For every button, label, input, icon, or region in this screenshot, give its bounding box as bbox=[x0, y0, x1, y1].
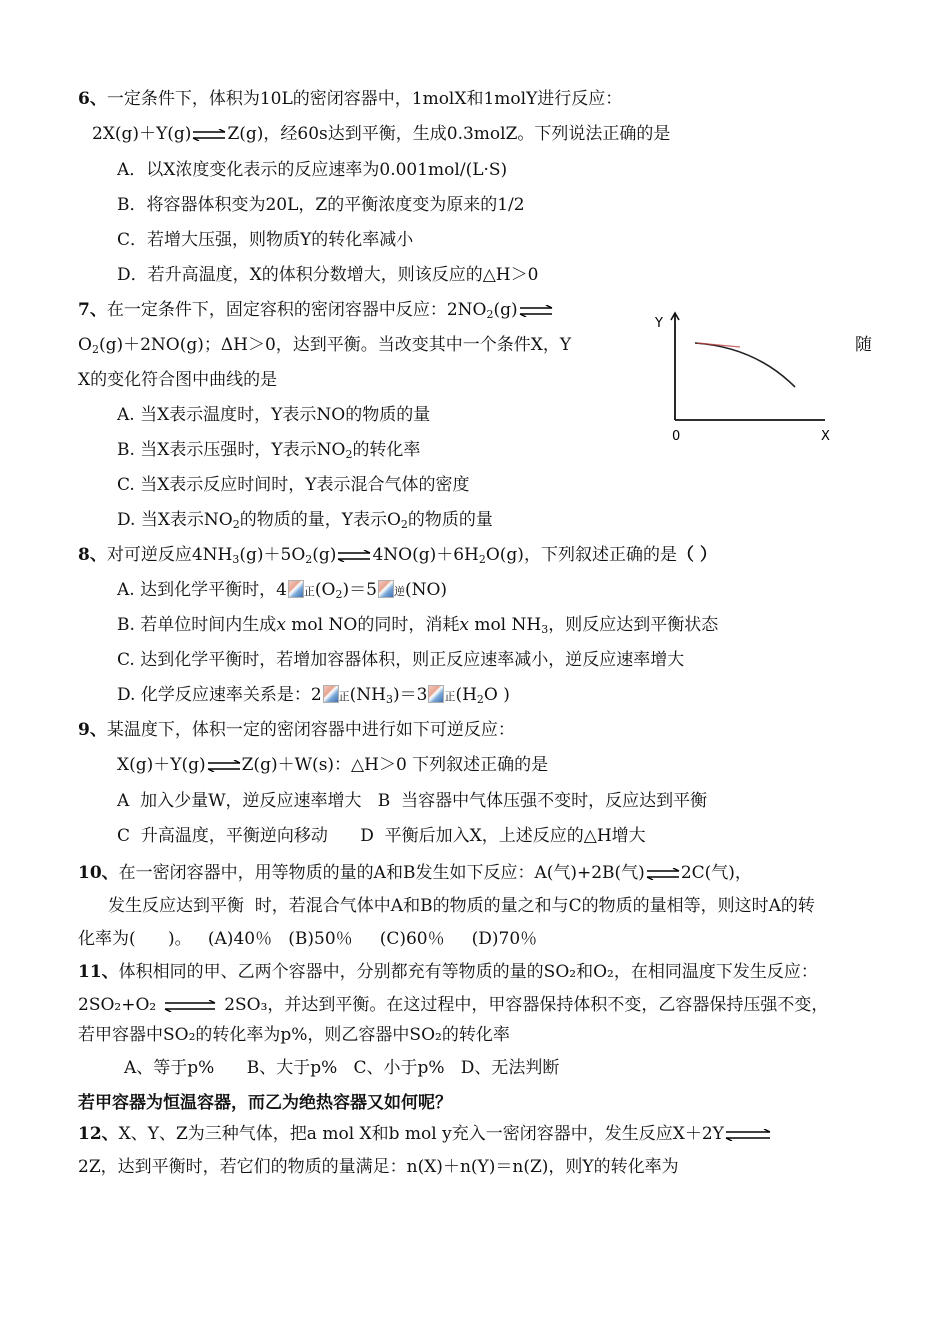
q9-options-cd: C 升高温度，平衡逆向移动 D 平衡后加入X，上述反应的△H增大 bbox=[117, 826, 646, 846]
q11-line2-a: 2SO₂+O₂ bbox=[78, 995, 157, 1015]
origin-label: 0 bbox=[672, 429, 681, 444]
broken-image-icon bbox=[428, 685, 444, 703]
broken-image-icon bbox=[323, 685, 339, 703]
broken-image-icon bbox=[378, 580, 394, 598]
q8-stem bbox=[78, 543, 717, 572]
q12-line2: 2Z，达到平衡时，若它们的物质的量满足：n(X)＋n(Y)＝n(Z)，则Y的转化率为 bbox=[78, 1157, 679, 1177]
q8-d-end: O ) bbox=[483, 685, 510, 705]
q6-stem-text: 一定条件下，体积为10L的密闭容器中，1molX和1molY进行反应： bbox=[106, 89, 623, 109]
q7-stem-line2 bbox=[78, 333, 571, 362]
q12-number: 12、 bbox=[78, 1124, 119, 1144]
q8-number: 8、 bbox=[78, 545, 107, 565]
q7-b-pre: B. 当X表示压强时，Y表示NO bbox=[117, 440, 346, 460]
q11-stem-text: 体积相同的甲、乙两个容器中，分别都充有等物质的量的SO₂和O₂，在相同温度下发生反应： bbox=[118, 962, 818, 982]
q11-number: 11、 bbox=[78, 962, 119, 982]
q11-options: A、等于p% B、大于p% C、小于p% D、无法判断 bbox=[124, 1058, 560, 1078]
y-axis-label: Y bbox=[655, 316, 663, 331]
q9-options-ab: A 加入少量W，逆反应速率增大 B 当容器中气体压强不变时，反应达到平衡 bbox=[117, 791, 708, 811]
q7-b-post: 的转化率 bbox=[352, 440, 421, 460]
q10-stem-a: 在一密闭容器中，用等物质的量的A和B发生如下反应：A(气)+2B(气) bbox=[118, 863, 645, 883]
q8-a-end: (NO) bbox=[404, 580, 448, 600]
q8-d-mid2: )＝3 bbox=[393, 685, 428, 705]
q8-stem-a: 对可逆反应4NH bbox=[106, 545, 233, 565]
q7-stem1: 在一定条件下，固定容积的密闭容器中反应：2NO bbox=[106, 300, 487, 320]
curve bbox=[695, 343, 795, 387]
equilibrium-arrow-icon bbox=[519, 305, 553, 317]
q9-number: 9、 bbox=[78, 720, 107, 740]
q9-eq-right: Z(g)＋W(s)：△H＞0 下列叙述正确的是 bbox=[241, 755, 549, 775]
q8-b-mid: mol NO的同时，消耗 bbox=[285, 615, 460, 635]
q8-a-mid2: )＝5 bbox=[342, 580, 377, 600]
equilibrium-arrow-icon bbox=[164, 1000, 216, 1012]
subscript: 2 bbox=[478, 553, 486, 566]
q8-stem-b: (g)＋5O bbox=[239, 545, 306, 565]
q7-stem2a: O bbox=[78, 335, 92, 355]
q8-stem-e: O(g)，下列叙述正确的是 bbox=[485, 545, 677, 565]
q11-line3: 若甲容器中SO₂的转化率为p%，则乙容器中SO₂的转化率 bbox=[78, 1025, 510, 1045]
q7-stem2b: (g)＋2NO(g)；ΔH＞0，达到平衡。当改变其中一个条件X，Y bbox=[98, 335, 572, 355]
q12-stem bbox=[78, 1122, 772, 1146]
q12-stem-text: X、Y、Z为三种气体，把a mol X和b mol y充入一密闭容器中，发生反应X＋2Y bbox=[118, 1124, 724, 1144]
subscript: 2 bbox=[335, 588, 343, 601]
q9-stem bbox=[78, 718, 515, 742]
q9-eq-left: X(g)＋Y(g) bbox=[117, 755, 206, 775]
q11-stem bbox=[78, 960, 818, 984]
q6-eq-left: 2X(g)＋Y(g) bbox=[92, 124, 192, 144]
broken-image-icon bbox=[288, 580, 304, 598]
q8-stem-c: (g) bbox=[312, 545, 337, 565]
subscript: 2 bbox=[232, 518, 240, 531]
q10-line2: 发生反应达到平衡 时，若混合气体中A和B的物质的量之和与C的物质的量相等，则这时A的转 bbox=[108, 896, 815, 916]
equilibrium-arrow-icon bbox=[207, 760, 241, 772]
subscript: 逆 bbox=[393, 585, 405, 598]
q9-equation bbox=[117, 753, 548, 777]
q7-stem-line1 bbox=[78, 298, 554, 327]
q7-stem-line2-end: 随 bbox=[855, 335, 872, 355]
subscript: 2 bbox=[400, 518, 408, 531]
q6-stem bbox=[78, 87, 622, 111]
subscript: 3 bbox=[386, 693, 393, 706]
q7-number: 7、 bbox=[78, 300, 107, 320]
equilibrium-arrow-icon bbox=[192, 129, 226, 141]
q7-option-a: A. 当X表示温度时，Y表示NO的物质的量 bbox=[117, 405, 431, 425]
q10-line3: 化率为( )。 (A)40％ (B)50％ (C)60％ (D)70％ bbox=[78, 929, 538, 949]
q7-d-pre: D. 当X表示NO bbox=[117, 510, 233, 530]
q7-option-b bbox=[117, 438, 420, 467]
q10-stem bbox=[78, 861, 752, 885]
q6-eq-right: Z(g)，经60s达到平衡，生成0.3molZ。下列说法正确的是 bbox=[227, 124, 671, 144]
q8-b-pre: B. 若单位时间内生成 bbox=[117, 615, 277, 635]
q8-d-pre: D. 化学反应速率关系是：2 bbox=[117, 685, 322, 705]
q8-answer-paren: （ ） bbox=[676, 545, 717, 565]
x-axis-label: X bbox=[821, 429, 830, 444]
q8-d-mid: (NH bbox=[349, 685, 386, 705]
subscript: 2 bbox=[486, 308, 494, 321]
subscript: 2 bbox=[345, 448, 353, 461]
q6-option-b: B．将容器体积变为20L，Z的平衡浓度变为原来的1/2 bbox=[117, 195, 525, 215]
q6-number: 6、 bbox=[78, 89, 107, 109]
q11-line2 bbox=[78, 993, 828, 1017]
q8-b-end: ，则反应达到平衡状态 bbox=[548, 615, 719, 635]
q6-equation bbox=[92, 122, 670, 146]
q10-stem-b: 2C(气)， bbox=[680, 863, 752, 883]
subscript: 3 bbox=[232, 553, 240, 566]
q7-d-mid: 的物质的量，Y表示O bbox=[239, 510, 401, 530]
q11-followup: 若甲容器为恒温容器，而乙为绝热容器又如何呢？ bbox=[78, 1093, 452, 1113]
q6-option-a: A．以X浓度变化表示的反应速率为0.001mol/(L·S) bbox=[117, 160, 508, 180]
q8-a-pre: A. 达到化学平衡时，4 bbox=[117, 580, 287, 600]
subscript: 正 bbox=[338, 690, 350, 703]
q9-stem-text: 某温度下，体积一定的密闭容器中进行如下可逆反应： bbox=[106, 720, 515, 740]
q7-stem-line3: X的变化符合图中曲线的是 bbox=[78, 370, 278, 390]
q8-option-b bbox=[117, 613, 718, 642]
subscript: 3 bbox=[541, 623, 549, 636]
q7-option-c: C. 当X表示反应时间时，Y表示混合气体的密度 bbox=[117, 475, 470, 495]
q8-b-mid2: mol NH bbox=[468, 615, 542, 635]
subscript: 2 bbox=[91, 343, 99, 356]
q8-a-mid: (O bbox=[314, 580, 336, 600]
subscript: 2 bbox=[476, 693, 484, 706]
q7-curve-graph bbox=[655, 305, 845, 445]
equilibrium-arrow-icon bbox=[725, 1129, 771, 1141]
q7-stem1-end: (g) bbox=[493, 300, 518, 320]
q8-option-c: C. 达到化学平衡时，若增加容器体积，则正反应速率减小，逆反应速率增大 bbox=[117, 650, 685, 670]
variable-x: x bbox=[459, 615, 469, 635]
subscript: 2 bbox=[305, 553, 313, 566]
q8-stem-d: 4NO(g)＋6H bbox=[372, 545, 479, 565]
subscript: 正 bbox=[444, 690, 456, 703]
subscript: 正 bbox=[303, 585, 315, 598]
q6-option-d: D．若升高温度，X的体积分数增大，则该反应的△H＞0 bbox=[117, 265, 539, 285]
q10-number: 10、 bbox=[78, 863, 119, 883]
q11-line2-b: 2SO₃，并达到平衡。在这过程中，甲容器保持体积不变，乙容器保持压强不变， bbox=[224, 995, 829, 1015]
q7-d-post: 的物质的量 bbox=[407, 510, 493, 530]
q7-option-d bbox=[117, 508, 493, 537]
variable-x: x bbox=[276, 615, 286, 635]
equilibrium-arrow-icon bbox=[337, 550, 371, 562]
q8-option-a bbox=[117, 578, 447, 607]
q8-option-d bbox=[117, 683, 510, 712]
q6-option-c: C．若增大压强，则物质Y的转化率减小 bbox=[117, 230, 414, 250]
q8-d-mid3: (H bbox=[455, 685, 477, 705]
equilibrium-arrow-icon bbox=[646, 868, 680, 880]
